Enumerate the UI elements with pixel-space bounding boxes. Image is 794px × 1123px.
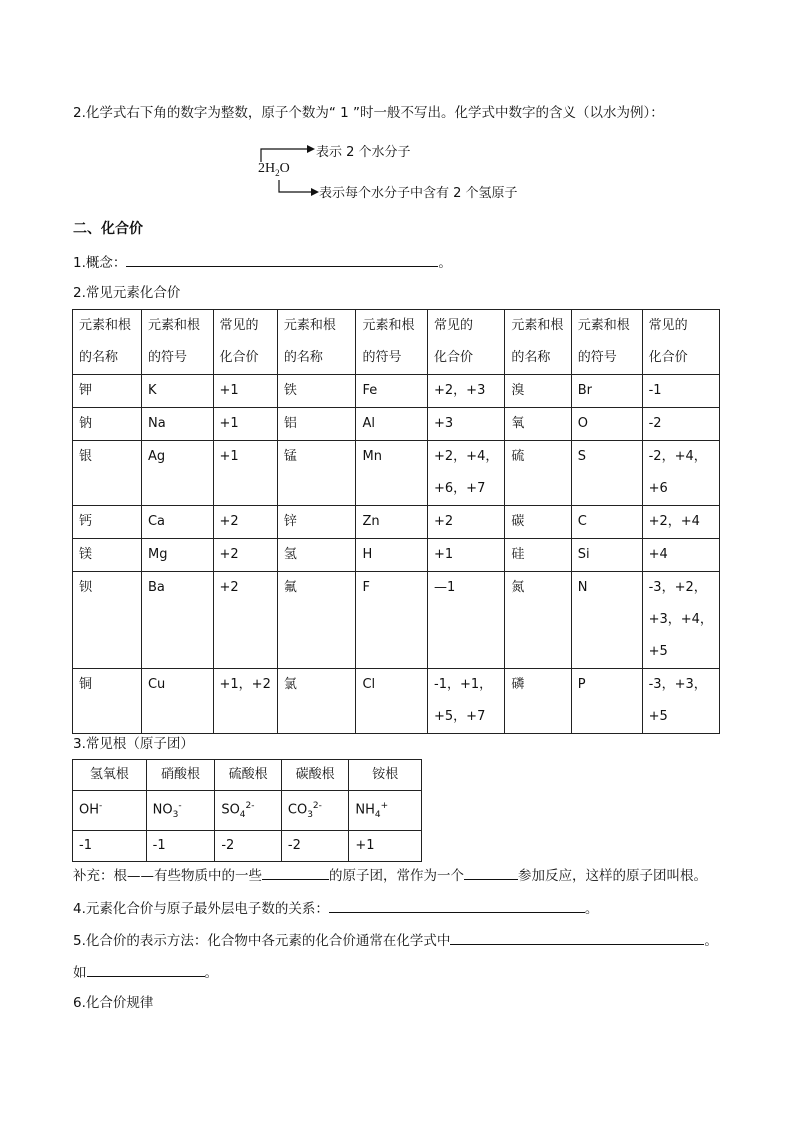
table-title: 2.常见元素化合价	[73, 285, 181, 301]
cell-line: -1	[648, 383, 662, 398]
formula-sub: 2	[275, 167, 280, 178]
radical-name-row	[73, 760, 422, 791]
cell-line: 的符号	[362, 350, 402, 365]
top-arrow-head	[307, 145, 315, 153]
cell-line: -1，+1，	[434, 677, 493, 692]
radical-valence-cell: +1	[349, 830, 422, 861]
intro-line	[73, 104, 664, 122]
cell-line: 钙	[79, 514, 93, 529]
valence-cell	[571, 539, 642, 572]
cell-line: -3，+2，	[648, 580, 707, 595]
valence-row	[73, 441, 720, 506]
cell-line: 钡	[79, 580, 93, 595]
supplement-blank-1[interactable]	[262, 865, 329, 880]
cell-line: +2	[219, 547, 239, 562]
valence-cell	[73, 539, 142, 572]
cell-line: 的符号	[577, 350, 617, 365]
valence-cell	[505, 375, 571, 408]
cell-line: Si	[577, 547, 590, 562]
bottom-arrow	[279, 180, 311, 192]
radical-name-cell: 铵根	[349, 760, 422, 791]
cell-line: +6，+7	[434, 481, 486, 496]
cell-line: 氢	[283, 547, 297, 562]
item4-end: 。	[584, 901, 599, 917]
valence-cell	[505, 539, 571, 572]
cell-line: 镁	[79, 547, 93, 562]
cell-line: Fe	[362, 383, 378, 398]
radical-formula-row	[73, 791, 422, 831]
cell-line: 钠	[79, 416, 93, 431]
cell-line: 常见的	[434, 318, 474, 333]
valence-cell	[571, 669, 642, 734]
valence-cell	[356, 506, 428, 539]
radical-name-cell: 碳酸根	[281, 760, 349, 791]
valence-cell	[213, 506, 277, 539]
cell-line: +2	[434, 514, 454, 529]
valence-cell	[73, 572, 142, 669]
cell-line: 常见的	[219, 318, 259, 333]
formula-sub: 4	[374, 809, 381, 820]
supplement-blank-2[interactable]	[464, 865, 518, 880]
valence-cell	[356, 408, 428, 441]
radical-formula-cell	[349, 791, 422, 831]
formula-charge: +	[380, 801, 389, 811]
cell-line: Zn	[362, 514, 380, 529]
cell-line: +4	[648, 547, 668, 562]
top-label: 表示 2 个水分子	[316, 145, 411, 160]
valence-cell	[505, 506, 571, 539]
radical-formula-cell	[146, 791, 215, 831]
radical-formula-cell	[73, 791, 147, 831]
cell-line: 硫	[511, 449, 525, 464]
valence-cell	[213, 572, 277, 669]
formula-suffix: O	[279, 161, 290, 176]
bottom-label: 表示每个水分子中含有 2 个氢原子	[319, 186, 518, 201]
cell-line: 的名称	[283, 350, 323, 365]
valence-cell	[277, 375, 356, 408]
valence-cell	[356, 572, 428, 669]
supplement-line	[73, 865, 707, 885]
cell-line: +1，+2	[219, 677, 271, 692]
cell-line: +1	[434, 547, 454, 562]
radical-table	[72, 759, 422, 862]
valence-table	[72, 309, 720, 734]
valence-header-row	[73, 310, 720, 375]
formula-base: NO	[152, 802, 173, 818]
valence-cell	[277, 506, 356, 539]
valence-cell	[277, 572, 356, 669]
cell-line: +2	[219, 514, 239, 529]
radical-name-cell: 硫酸根	[215, 760, 282, 791]
valence-cell	[642, 539, 719, 572]
cell-line: 钾	[79, 383, 93, 398]
cell-line: 溴	[511, 383, 525, 398]
cell-line: +5，+7	[434, 709, 486, 724]
radical-name-cell: 氢氧根	[73, 760, 147, 791]
valence-cell	[73, 375, 142, 408]
bottom-arrow-head	[311, 188, 319, 196]
cell-line: 元素和根	[79, 318, 132, 333]
formula-charge: -	[99, 801, 103, 811]
cell-line: 氧	[511, 416, 525, 431]
formula-prefix: 2H	[258, 161, 276, 176]
formula-base: OH	[79, 802, 100, 818]
cell-line: Cl	[362, 677, 376, 692]
cell-line: 化合价	[219, 350, 259, 365]
valence-cell	[642, 408, 719, 441]
valence-cell	[505, 441, 571, 506]
cell-line: —1	[434, 580, 456, 595]
cell-line: Mn	[362, 449, 382, 464]
cell-line: 铜	[79, 677, 93, 692]
cell-line: 元素和根	[283, 318, 336, 333]
valence-cell	[73, 441, 142, 506]
valence-header-cell	[642, 310, 719, 375]
valence-cell	[213, 539, 277, 572]
cell-line: 化合价	[648, 350, 688, 365]
cell-line: -3，+3，	[648, 677, 707, 692]
cell-line: 磷	[511, 677, 525, 692]
cell-line: 的符号	[147, 350, 187, 365]
valence-cell	[428, 539, 505, 572]
cell-line: +6	[648, 481, 668, 496]
formula-base: SO	[221, 802, 240, 818]
water-formula	[258, 161, 290, 178]
cell-line: N	[577, 580, 588, 595]
cell-line: S	[577, 449, 586, 464]
valence-cell	[356, 669, 428, 734]
item5-blank[interactable]	[450, 930, 704, 945]
item5b-end: 。	[204, 965, 218, 981]
cell-line: +1	[219, 416, 239, 431]
concept-line	[73, 252, 452, 272]
formula-sub: 3	[172, 809, 179, 820]
cell-line: Na	[147, 416, 166, 431]
valence-cell	[642, 506, 719, 539]
valence-cell	[356, 441, 428, 506]
item4-blank[interactable]	[329, 898, 585, 913]
cell-line: +1	[219, 383, 239, 398]
cell-line: 元素和根	[511, 318, 564, 333]
cell-line: 碳	[511, 514, 525, 529]
cell-line: 铁	[283, 383, 297, 398]
radical-valence-row	[73, 830, 422, 861]
cell-line: +2	[219, 580, 239, 595]
item5b-blank[interactable]	[87, 962, 205, 977]
section-title: 二、化合价	[73, 221, 143, 237]
concept-label: 1.概念：	[73, 255, 127, 271]
concept-end: 。	[438, 255, 452, 271]
cell-line: P	[577, 677, 586, 692]
cell-line: +2，+4，	[434, 449, 499, 464]
formula-base: NH	[355, 802, 375, 818]
valence-cell	[428, 572, 505, 669]
valence-cell	[277, 669, 356, 734]
valence-cell	[642, 441, 719, 506]
intro-text: 2.化学式右下角的数字为整数，原子个数为“ 1 ”时一般不写出。化学式中数字的含义（以水为例）：	[73, 105, 664, 121]
cell-line: O	[577, 416, 588, 431]
valence-cell	[213, 669, 277, 734]
item6-line: 6.化合价规律	[73, 995, 154, 1011]
valence-cell	[571, 375, 642, 408]
cell-line: 元素和根	[147, 318, 200, 333]
valence-cell	[428, 669, 505, 734]
valence-cell	[141, 572, 213, 669]
valence-cell	[213, 375, 277, 408]
cell-line: +2，+4	[648, 514, 700, 529]
valence-cell	[642, 669, 719, 734]
valence-header-cell	[428, 310, 505, 375]
valence-cell	[73, 408, 142, 441]
cell-line: +5	[648, 709, 668, 724]
cell-line: Ca	[147, 514, 166, 529]
cell-line: Ba	[147, 580, 165, 595]
cell-line: 铝	[283, 416, 297, 431]
valence-row	[73, 539, 720, 572]
item5-end: 。	[704, 933, 718, 949]
valence-cell	[141, 441, 213, 506]
supplement-part1: 补充：根——有些物质中的一些	[73, 868, 262, 884]
formula-charge: 2-	[312, 801, 322, 811]
valence-cell	[277, 539, 356, 572]
cell-line: 锌	[283, 514, 297, 529]
supplement-part3: 参加反应，这样的原子团叫根。	[518, 868, 707, 884]
cell-line: 氯	[283, 677, 297, 692]
formula-charge: -	[178, 801, 182, 811]
item5-line	[73, 930, 718, 950]
cell-line: 元素和根	[362, 318, 415, 333]
valence-cell	[213, 408, 277, 441]
radical-name-cell: 硝酸根	[146, 760, 215, 791]
formula-sub: 3	[307, 809, 313, 820]
radical-valence-cell: -2	[281, 830, 349, 861]
valence-header-cell	[141, 310, 213, 375]
formula-base: CO	[287, 802, 308, 818]
valence-cell	[428, 375, 505, 408]
cell-line: 银	[79, 449, 93, 464]
valence-cell	[73, 506, 142, 539]
valence-cell	[505, 669, 571, 734]
valence-row	[73, 506, 720, 539]
valence-cell	[642, 572, 719, 669]
valence-header-cell	[277, 310, 356, 375]
cell-line: +1	[219, 449, 239, 464]
cell-line: +5	[648, 644, 668, 659]
radical-formula-cell	[215, 791, 282, 831]
cell-line: K	[147, 383, 157, 398]
item5b-text: 如	[73, 965, 87, 981]
valence-header-cell	[505, 310, 571, 375]
valence-header-cell	[73, 310, 142, 375]
cell-line: Al	[362, 416, 375, 431]
valence-header-cell	[571, 310, 642, 375]
item4-line	[73, 898, 598, 918]
valence-row	[73, 669, 720, 734]
formula-sub: 4	[239, 809, 246, 820]
valence-cell	[73, 669, 142, 734]
radical-valence-cell: -1	[146, 830, 215, 861]
valence-cell	[356, 375, 428, 408]
valence-cell	[642, 375, 719, 408]
cell-line: Br	[577, 383, 592, 398]
cell-line: 氮	[511, 580, 525, 595]
valence-cell	[428, 506, 505, 539]
cell-line: +3	[434, 416, 454, 431]
cell-line: F	[362, 580, 370, 595]
radicals-title: 3.常见根（原子团）	[73, 736, 194, 752]
cell-line: 化合价	[434, 350, 474, 365]
valence-header-cell	[356, 310, 428, 375]
item5-text: 5.化合价的表示方法：化合物中各元素的化合价通常在化学式中	[73, 933, 451, 949]
valence-row	[73, 408, 720, 441]
valence-cell	[356, 539, 428, 572]
cell-line: Mg	[147, 547, 168, 562]
cell-line: Ag	[147, 449, 166, 464]
valence-cell	[571, 441, 642, 506]
radical-valence-cell: -2	[215, 830, 282, 861]
cell-line: H	[362, 547, 373, 562]
cell-line: 氟	[283, 580, 297, 595]
valence-cell	[141, 669, 213, 734]
cell-line: 常见的	[648, 318, 688, 333]
supplement-part2: 的原子团，常作为一个	[329, 868, 464, 884]
concept-blank[interactable]	[126, 252, 438, 267]
cell-line: -2，+4，	[648, 449, 707, 464]
valence-row	[73, 572, 720, 669]
valence-cell	[571, 572, 642, 669]
cell-line: 的名称	[79, 350, 119, 365]
cell-line: 硅	[511, 547, 525, 562]
item5b-line	[73, 962, 218, 982]
cell-line: +3，+4，	[648, 612, 713, 627]
cell-line: 元素和根	[577, 318, 630, 333]
valence-header-cell	[213, 310, 277, 375]
valence-cell	[428, 441, 505, 506]
valence-cell	[213, 441, 277, 506]
valence-cell	[141, 408, 213, 441]
valence-cell	[428, 408, 505, 441]
item4-text: 4.元素化合价与原子最外层电子数的关系：	[73, 901, 329, 917]
cell-line: 锰	[283, 449, 297, 464]
valence-cell	[505, 408, 571, 441]
formula-charge: 2-	[245, 801, 255, 811]
cell-line: Cu	[147, 677, 166, 692]
valence-cell	[277, 441, 356, 506]
valence-cell	[571, 506, 642, 539]
valence-cell	[505, 572, 571, 669]
valence-cell	[141, 375, 213, 408]
cell-line: 的名称	[511, 350, 551, 365]
cell-line: +2，+3	[434, 383, 486, 398]
valence-cell	[277, 408, 356, 441]
cell-line: C	[577, 514, 587, 529]
valence-cell	[141, 506, 213, 539]
cell-line: -2	[648, 416, 662, 431]
radical-formula-cell	[281, 791, 349, 831]
valence-cell	[571, 408, 642, 441]
valence-cell	[141, 539, 213, 572]
valence-row	[73, 375, 720, 408]
radical-valence-cell: -1	[73, 830, 147, 861]
